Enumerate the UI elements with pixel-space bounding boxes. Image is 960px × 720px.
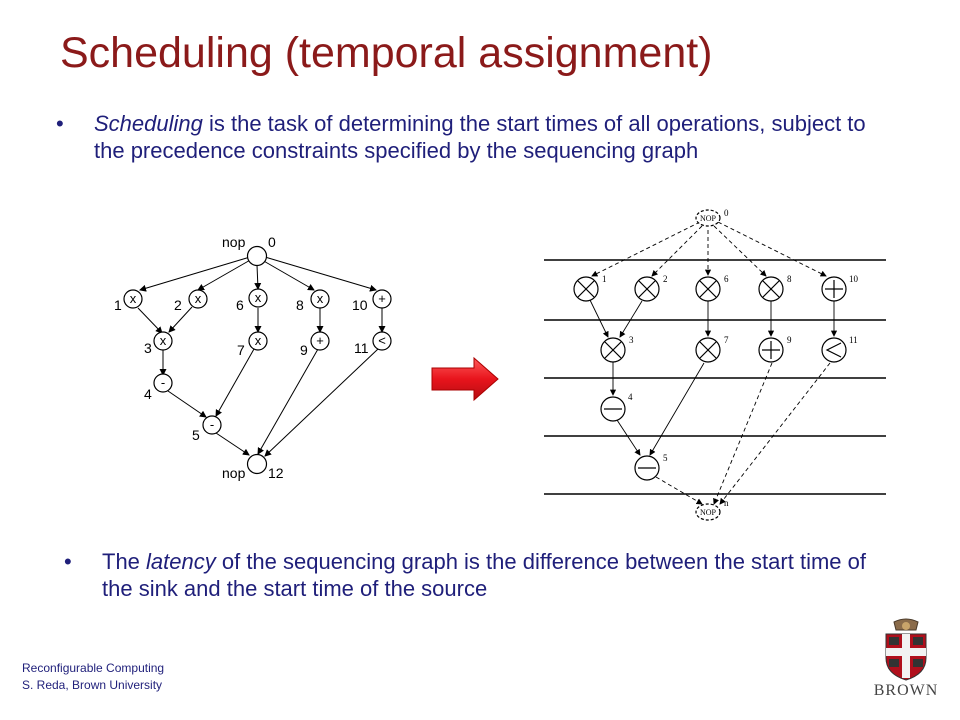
node-2-op: x: [194, 291, 202, 306]
sequencing-graph: [110, 228, 410, 490]
node-6-id: 6: [236, 297, 244, 313]
right-arrow-icon: [430, 356, 502, 402]
node-7-id: 7: [237, 342, 245, 358]
slide-title: Scheduling (temporal assignment): [60, 29, 713, 77]
node-5-id: 5: [192, 427, 200, 443]
sched-node-2-id: 2: [663, 274, 668, 284]
source-id: 0: [268, 234, 276, 250]
bullet-latency-definition: [64, 548, 902, 602]
footer-author: S. Reda, Brown University: [22, 678, 163, 692]
bullet-text-pre: The: [102, 549, 147, 574]
node-11-op: <: [378, 333, 386, 348]
nop-sink-label: NOP: [700, 508, 717, 517]
brown-shield-icon: [874, 618, 938, 682]
node-9-op: +: [316, 333, 324, 348]
footer-course: Reconfigurable Computing: [22, 661, 165, 675]
sched-node-4-id: 4: [628, 392, 633, 402]
node-1-op: x: [129, 291, 137, 306]
node-3-op: x: [159, 333, 167, 348]
node-4-op: -: [160, 375, 166, 390]
node-4-id: 4: [144, 386, 152, 402]
bullet-marker: •: [64, 549, 72, 574]
sched-node-1-id: 1: [602, 274, 607, 284]
nop-source-label: NOP: [700, 214, 717, 223]
term-scheduling: Scheduling: [94, 111, 203, 136]
node-8-op: x: [316, 291, 324, 306]
bullet-text: is the task of determining the start times of all operations, subject to the precedence constraints specified by the sequencing graph: [94, 111, 866, 163]
node-6-op: x: [254, 290, 262, 305]
nop-sink-id: n: [724, 498, 729, 508]
node-1-id: 1: [114, 297, 122, 313]
node-8-id: 8: [296, 297, 304, 313]
sched-node-3-id: 3: [629, 335, 634, 345]
bullet-text: of the sequencing graph is the difference between the start time of the sink and the start time of the source: [102, 549, 866, 601]
scheduled-graph: [538, 206, 890, 526]
brown-logo-text: BROWN: [873, 682, 939, 699]
sched-node-7-id: 7: [724, 335, 729, 345]
node-10-id: 10: [352, 297, 368, 313]
sink-id: 12: [268, 465, 284, 481]
sched-node-9-id: 9: [787, 335, 792, 345]
footer: [22, 660, 164, 694]
sink-label: nop: [222, 465, 246, 481]
sched-node-10-id: 10: [849, 274, 858, 284]
node-5-op: -: [209, 417, 215, 432]
node-7-op: x: [254, 333, 262, 348]
source-label: nop: [222, 234, 246, 250]
node-3-id: 3: [144, 340, 152, 356]
sched-node-11-id: 11: [849, 335, 858, 345]
sched-node-5-id: 5: [663, 453, 668, 463]
bullet-marker: •: [56, 111, 64, 136]
node-10-op: +: [378, 291, 386, 306]
node-11-id: 11: [354, 340, 369, 356]
sched-node-6-id: 6: [724, 274, 729, 284]
sched-node-8-id: 8: [787, 274, 792, 284]
term-latency: latency: [146, 549, 216, 574]
bullet-scheduling-definition: [56, 110, 894, 164]
node-2-id: 2: [174, 297, 182, 313]
node-9-id: 9: [300, 342, 308, 358]
nop-source-id: 0: [724, 208, 729, 218]
